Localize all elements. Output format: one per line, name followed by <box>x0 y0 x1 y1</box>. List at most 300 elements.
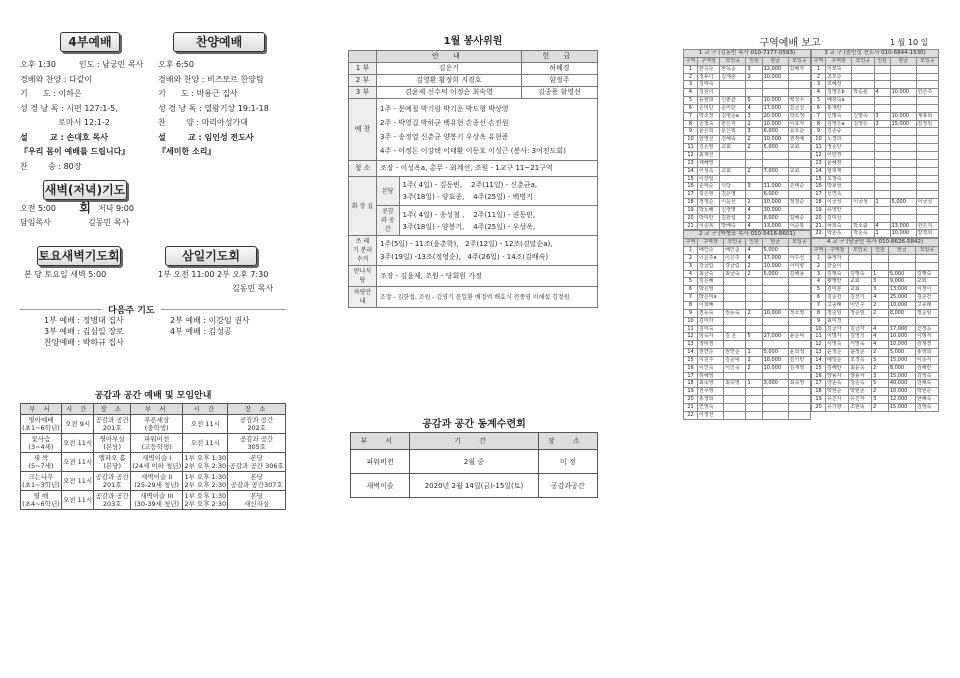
district-cell: 김영은a <box>826 120 852 128</box>
district-cell: 함영선 <box>698 136 720 144</box>
district-cell: 4 <box>746 104 762 112</box>
district-cell: 5,000 <box>888 270 915 278</box>
district-cell: 김기빈 <box>788 356 810 364</box>
district-row <box>684 199 811 207</box>
trash-lbl: 쓰 레 기 분리수거 <box>349 236 377 266</box>
district-cell: 양경희 <box>916 230 938 238</box>
gg-cell: 새벽이슬 I (24세 이하 청년) <box>132 454 182 470</box>
district-cell <box>890 104 916 112</box>
district-cell: 12 <box>684 151 698 159</box>
district-row <box>684 81 811 89</box>
district-cell: 9 <box>684 128 698 136</box>
district-col: 구역장 <box>826 247 849 255</box>
district-cell: 5 <box>812 286 826 294</box>
district-cell: 조현숙 <box>849 403 872 411</box>
district-cell: 5,000 <box>762 247 788 255</box>
district-cell <box>852 65 874 73</box>
district-row <box>684 411 811 419</box>
district-cell: 20 <box>812 403 826 411</box>
district-cell <box>762 372 788 380</box>
district-row <box>684 191 811 199</box>
gg-cell: 파워비전 (고등학생) <box>131 434 183 453</box>
district-cell: 22 <box>684 411 698 419</box>
district-row <box>812 364 939 372</box>
district-cell: 최숙영 <box>698 380 724 388</box>
district-row <box>684 144 811 152</box>
district-cell: 양용자 <box>826 372 849 380</box>
district-cell: 식당 <box>720 183 746 191</box>
district-cell: 교회 <box>720 167 746 175</box>
district-cell: 12 <box>812 151 826 159</box>
r1-b: 허혜경 <box>521 63 597 75</box>
gg-cell: 공감과 공간 201호 <box>95 473 129 489</box>
district-cell: 김해순 <box>788 214 810 222</box>
district-cell: 16 <box>684 183 698 191</box>
district-cell <box>724 286 746 294</box>
district-cell: 차희숙 <box>826 222 852 230</box>
district-cell <box>874 104 890 112</box>
district-cell: 김재영 <box>788 364 810 372</box>
food-lbl: 만나식당 <box>349 266 377 287</box>
district-cell: 4 <box>684 270 698 278</box>
district-cell: 15 <box>684 356 698 364</box>
district-cell <box>852 144 874 152</box>
district-cell: 권연순 <box>724 349 746 357</box>
district-cell: 9 <box>812 128 826 136</box>
report-date: 1 월 10 일 <box>890 38 929 47</box>
district-cell: 18 <box>684 199 698 207</box>
table-g3 <box>811 49 939 238</box>
district-cell: 13 <box>684 341 698 349</box>
district-row <box>812 388 939 396</box>
district-cell: 2 <box>746 214 762 222</box>
district-cell: 18 <box>684 380 698 388</box>
district-row <box>812 120 939 128</box>
district-cell: 1 <box>872 270 889 278</box>
district-row <box>812 341 939 349</box>
district-cell: 17,000 <box>762 104 788 112</box>
district-cell: 8,000 <box>888 309 915 317</box>
district-cell: 김영순a <box>720 112 746 120</box>
district-cell: 임희재 <box>826 167 852 175</box>
district-cell: 4 <box>746 222 762 230</box>
district-cell: 한은지 <box>916 222 938 230</box>
district-cell <box>916 136 938 144</box>
district-cell: 13 <box>684 159 698 167</box>
gg-cell: 오전 11시 <box>61 491 93 510</box>
district-cell: 김미선 <box>826 214 852 222</box>
district-cell: 손미단 <box>720 104 746 112</box>
gg-cell: 오전 11시 <box>183 434 228 453</box>
gg-cell: 공감과 공간 203호 <box>95 492 129 508</box>
district-cell: 유진자 <box>826 396 849 404</box>
district-row <box>684 349 811 357</box>
district-cell: 권등숙 <box>724 309 746 317</box>
district-row <box>812 97 939 105</box>
district-cell <box>788 396 810 404</box>
district-cell: 이인수 <box>849 302 872 310</box>
report-title: 구역예배 보고 <box>759 38 821 49</box>
gg-cell: 공감과 공간 202호 <box>228 415 286 434</box>
district-cell: 2 <box>746 356 762 364</box>
district-cell: 20 <box>812 214 826 222</box>
district-cell <box>762 403 788 411</box>
district-cell: 조경옥 <box>849 356 872 364</box>
district-row <box>684 286 811 294</box>
next-title: 다음주 기도 <box>102 303 161 316</box>
district-cell: 2 <box>872 349 889 357</box>
district-cell <box>874 97 890 105</box>
district-cell <box>849 317 872 325</box>
r2-a: 김영환 황정희 지경호 <box>377 75 522 87</box>
district-cell: 김태숙 <box>698 81 720 89</box>
district-cell: 이순복 <box>788 222 810 230</box>
district-col: 구역 <box>684 57 698 65</box>
district-cell: 이운선 <box>720 199 746 207</box>
district-cell <box>788 302 810 310</box>
district-cell: 이순식 <box>915 356 938 364</box>
bongsa-table <box>348 50 598 308</box>
district-col: 인원 <box>872 247 889 255</box>
choir-line: 4주 - 이정돈 이강택 이태환 이동호 이성근 (봉사: 3여전도회) <box>380 146 566 155</box>
district-col: 모일곳 <box>915 247 938 255</box>
district-cell: 박배숙 <box>720 222 746 230</box>
district-cell: 6,000 <box>762 191 788 199</box>
district-row <box>812 73 939 81</box>
district-cell: 3,000 <box>762 380 788 388</box>
district-cell: 권정예 <box>788 136 810 144</box>
district-cell: 김배자 <box>788 65 810 73</box>
district-cell: 배광숙a <box>826 97 852 105</box>
district-cell: 한옥순 <box>720 65 746 73</box>
fl2-line: 1주( 4일) - 송성철 , 2주(11일) - 권동민, <box>402 210 536 219</box>
district-cell <box>724 403 746 411</box>
district-cell: 6,000 <box>762 128 788 136</box>
district-cell: 권무영 <box>698 388 724 396</box>
district-cell: 이성옥 <box>698 167 720 175</box>
district-cell: 18 <box>812 388 826 396</box>
district-cell <box>872 262 889 270</box>
district-cell: 최금숙 <box>724 270 746 278</box>
district-cell: 13 <box>812 159 826 167</box>
district-cell: 4 <box>874 222 890 230</box>
district-cell: 2 <box>812 262 826 270</box>
district-group-title: 4 교 구 (남궁민 목사 010-8626-5842) <box>812 239 939 247</box>
district-cell: 김금자 <box>826 325 849 333</box>
district-cell <box>788 341 810 349</box>
district-cell <box>852 104 874 112</box>
district-cell: 13,000 <box>888 286 915 294</box>
district-cell <box>746 317 762 325</box>
district-cell: 11 <box>812 333 826 341</box>
district-cell <box>916 65 938 73</box>
district-cell: 이순복 <box>698 222 720 230</box>
district-cell: 10,000 <box>762 136 788 144</box>
sb-time1: 오전 5:00 <box>20 204 56 213</box>
district-cell: 이희혜 <box>698 302 724 310</box>
district-cell: 제봉희 <box>916 112 938 120</box>
district-cell <box>890 206 916 214</box>
sb-time2: 저녁 9:00 <box>98 204 134 213</box>
district-cell <box>852 128 874 136</box>
wr0-2: 미 정 <box>538 450 597 474</box>
gg-cell: 꽃사슴 (3~4세) <box>21 434 62 453</box>
district-row <box>812 151 939 159</box>
cy-line: 성 경 낭 독 : 열왕기상 19:1-18 <box>158 103 269 113</box>
district-cell <box>762 151 788 159</box>
district-cell <box>874 214 890 222</box>
district-row <box>812 294 939 302</box>
district-cell: 최숙영 <box>724 380 746 388</box>
district-cell <box>890 159 916 167</box>
district-cell: 4 <box>872 325 889 333</box>
district-row <box>812 349 939 357</box>
district-cell <box>720 159 746 167</box>
district-cell: 한순이 <box>826 262 849 270</box>
district-cell: 이만경 <box>826 151 852 159</box>
district-cell: 19 <box>684 388 698 396</box>
district-cell: 김미라 <box>698 317 724 325</box>
district-cell: 김금선 <box>788 104 810 112</box>
district-cell: 16 <box>812 183 826 191</box>
district-cell: 10,000 <box>888 388 915 396</box>
district-cell: 12,000 <box>762 65 788 73</box>
district-group-title: 2 교 구 (박형표 목사 010-5416-8601) <box>684 231 811 239</box>
col-offering: 헌 금 <box>521 51 597 63</box>
district-cell: 이미향 <box>788 262 810 270</box>
district-cell: 14 <box>684 167 698 175</box>
district-cell: 2 <box>746 309 762 317</box>
district-cell: 손태순 <box>788 183 810 191</box>
district-cell <box>874 206 890 214</box>
district-cell <box>746 89 762 97</box>
district-cell: 교회 <box>720 144 746 152</box>
r3-lbl: 3 부 <box>349 87 377 99</box>
district-cell: 1 <box>684 247 698 255</box>
district-row <box>684 65 811 73</box>
district-cell: 6 <box>812 294 826 302</box>
gg-cell: 새 싹 (5~7세) <box>21 453 62 472</box>
district-cell: 2 <box>746 199 762 207</box>
district-cell <box>916 81 938 89</box>
district-cell: 3 <box>812 270 826 278</box>
district-cell <box>788 73 810 81</box>
district-cell: 연영숙 <box>698 403 724 411</box>
district-cell: 3 <box>872 372 889 380</box>
district-cell: 20 <box>684 214 698 222</box>
district-row <box>684 120 811 128</box>
district-cell <box>746 396 762 404</box>
district-cell: 윤현희 <box>698 97 720 105</box>
district-cell: 21 <box>812 222 826 230</box>
district-cell <box>788 247 810 255</box>
district-cell: 5,000 <box>762 270 788 278</box>
district-cell: 10 <box>684 317 698 325</box>
trash-line: 3주(19일) -13조(정영순), 4주(26일) - 14조(김배숙) <box>380 252 549 261</box>
district-cell <box>762 325 788 333</box>
w4-line: 오후 1:30 인도 : 남궁민 목사 <box>20 60 144 69</box>
district-cell: 19 <box>684 206 698 214</box>
district-cell: 신연옥 <box>826 191 852 199</box>
district-cell: 박소출 <box>852 222 874 230</box>
district-cell <box>872 254 889 262</box>
district-cell: 10,000 <box>890 89 916 97</box>
district-cell: 6 <box>684 104 698 112</box>
district-row <box>812 278 939 286</box>
gg-head: 부 서 <box>131 404 183 415</box>
district-row <box>812 81 939 89</box>
district-cell <box>762 341 788 349</box>
district-cell: 3 <box>872 278 889 286</box>
district-cell: 정두녀 <box>698 73 720 81</box>
district-cell: 3 <box>746 112 762 120</box>
district-cell: 권연순 <box>698 349 724 357</box>
district-cell: 3 <box>872 286 889 294</box>
district-row <box>684 175 811 183</box>
district-cell <box>788 325 810 333</box>
sb-who1: 담임목사 <box>20 218 51 227</box>
district-cell: 11 <box>812 144 826 152</box>
district-cell <box>788 294 810 302</box>
district-cell: 5,000 <box>888 349 915 357</box>
district-cell: 박현순 <box>826 388 849 396</box>
district-cell: 이수선 <box>788 254 810 262</box>
district-cell: 15 <box>812 364 826 372</box>
district-cell: 강순옥 <box>849 380 872 388</box>
district-cell: 최숙영 <box>788 380 810 388</box>
district-cell: 김순건 <box>915 294 938 302</box>
gg-cell: 1부 오후 1:30 2부 오후 2:30 <box>184 492 227 508</box>
district-cell: 13,000 <box>890 222 916 230</box>
district-cell: 18 <box>812 199 826 207</box>
district-cell <box>746 175 762 183</box>
fl2-list <box>399 206 597 235</box>
district-row <box>812 317 939 325</box>
district-cell: 김영기 <box>849 333 872 341</box>
district-cell: 19 <box>812 206 826 214</box>
district-cell: 김은영 <box>720 191 746 199</box>
district-row <box>684 183 811 191</box>
district-row <box>684 333 811 341</box>
district-cell <box>890 73 916 81</box>
district-cell: 15 <box>684 175 698 183</box>
district-cell: 6 <box>812 104 826 112</box>
district-cell: 김정임 <box>916 120 938 128</box>
district-cell: 박미란 <box>698 214 720 222</box>
district-row <box>684 222 811 230</box>
district-cell <box>746 325 762 333</box>
district-cell: 최미경 <box>826 317 849 325</box>
toyo-line: 본 당 토요일 새벽 5:00 <box>24 270 107 279</box>
district-cell <box>915 262 938 270</box>
district-cell: 박현순 <box>915 388 938 396</box>
district-cell: 김순덕 <box>724 356 746 364</box>
fl1-line: 1주( 4일) - 김동빈, 2주(11일) - 신춘균a, <box>402 181 538 189</box>
district-cell: 3 <box>874 112 890 120</box>
district-cell: 10,000 <box>762 97 788 105</box>
district-cell: 17,000 <box>762 254 788 262</box>
district-row <box>812 222 939 230</box>
district-cell: 김영은 <box>852 120 874 128</box>
choir-line: 2주 - 박영걸 박하균 백유현 손종선 손진원 <box>380 118 509 127</box>
w4-line: 기 도 : 이하은 <box>20 89 82 98</box>
district-cell: 이궁성 <box>916 199 938 207</box>
district-cell: 김원이 <box>698 89 720 97</box>
district-cell: 2 <box>812 73 826 81</box>
next-5: 찬양예배 : 박하규 집사 <box>44 338 124 347</box>
district-cell: 5 <box>872 356 889 364</box>
district-cell: 12 <box>812 341 826 349</box>
district-row <box>812 254 939 262</box>
district-cell: 노경희 <box>826 136 852 144</box>
district-cell <box>788 317 810 325</box>
gg-cell: 오전 11시 <box>61 453 93 472</box>
district-cell: 김영은b <box>826 89 852 97</box>
district-cell: 10,000 <box>888 333 915 341</box>
district-col: 모일곳 <box>916 57 938 65</box>
district-cell <box>788 278 810 286</box>
district-cell <box>762 81 788 89</box>
district-cell: 11 <box>684 325 698 333</box>
district-cell: 15 <box>812 175 826 183</box>
district-cell <box>916 191 938 199</box>
district-cell: 10 <box>812 325 826 333</box>
district-cell: 16 <box>684 364 698 372</box>
district-cell: 홍재란 <box>826 104 852 112</box>
district-cell <box>788 175 810 183</box>
district-row <box>684 270 811 278</box>
district-cell: 15,000 <box>888 372 915 380</box>
district-cell: 박현순 <box>849 388 872 396</box>
district-cell <box>916 73 938 81</box>
district-cell: 5 <box>684 97 698 105</box>
district-cell: 27,000 <box>762 333 788 341</box>
district-row <box>812 104 939 112</box>
district-cell <box>788 151 810 159</box>
district-cell <box>874 65 890 73</box>
district-cell: 2 <box>872 302 889 310</box>
wr1-0: 새벽이슬 <box>351 474 410 498</box>
district-cell <box>888 254 915 262</box>
fl1-line: 3주(18일) - 양효종, 4주(25일) - 백명기 <box>402 193 533 201</box>
district-row <box>684 364 811 372</box>
district-cell: 15,000 <box>888 403 915 411</box>
district-cell: 8 <box>812 309 826 317</box>
next-3: 3부 예배 : 김심일 장로 <box>44 327 124 336</box>
district-cell: 이모숙 <box>826 65 852 73</box>
district-cell <box>890 167 916 175</box>
district-cell <box>874 81 890 89</box>
samil-line: 1부 오전 11:00 2부 오후 7:30 <box>158 270 269 279</box>
district-cell: 권등숙 <box>698 309 724 317</box>
district-cell <box>746 341 762 349</box>
district-cell: 2 <box>872 403 889 411</box>
district-cell <box>916 104 938 112</box>
district-cell: 4 <box>812 278 826 286</box>
gg-cell: 공감과 공간 201호 <box>95 416 129 432</box>
gg-title: 공감과 공간 예배 및 모임안내 <box>94 391 212 401</box>
district-cell: 5,000 <box>762 144 788 152</box>
fl2-line: 3주(18일) - 양봉기, 4주(25일) - 우상옥, <box>402 222 536 231</box>
district-row <box>684 380 811 388</box>
district-cell <box>916 144 938 152</box>
district-cell: 정정순 <box>788 199 810 207</box>
district-cell <box>762 317 788 325</box>
district-cell: 유영란 <box>826 206 852 214</box>
district-col: 모인곳 <box>852 57 874 65</box>
district-cell <box>788 81 810 89</box>
district-cell: 김정숙 <box>915 372 938 380</box>
